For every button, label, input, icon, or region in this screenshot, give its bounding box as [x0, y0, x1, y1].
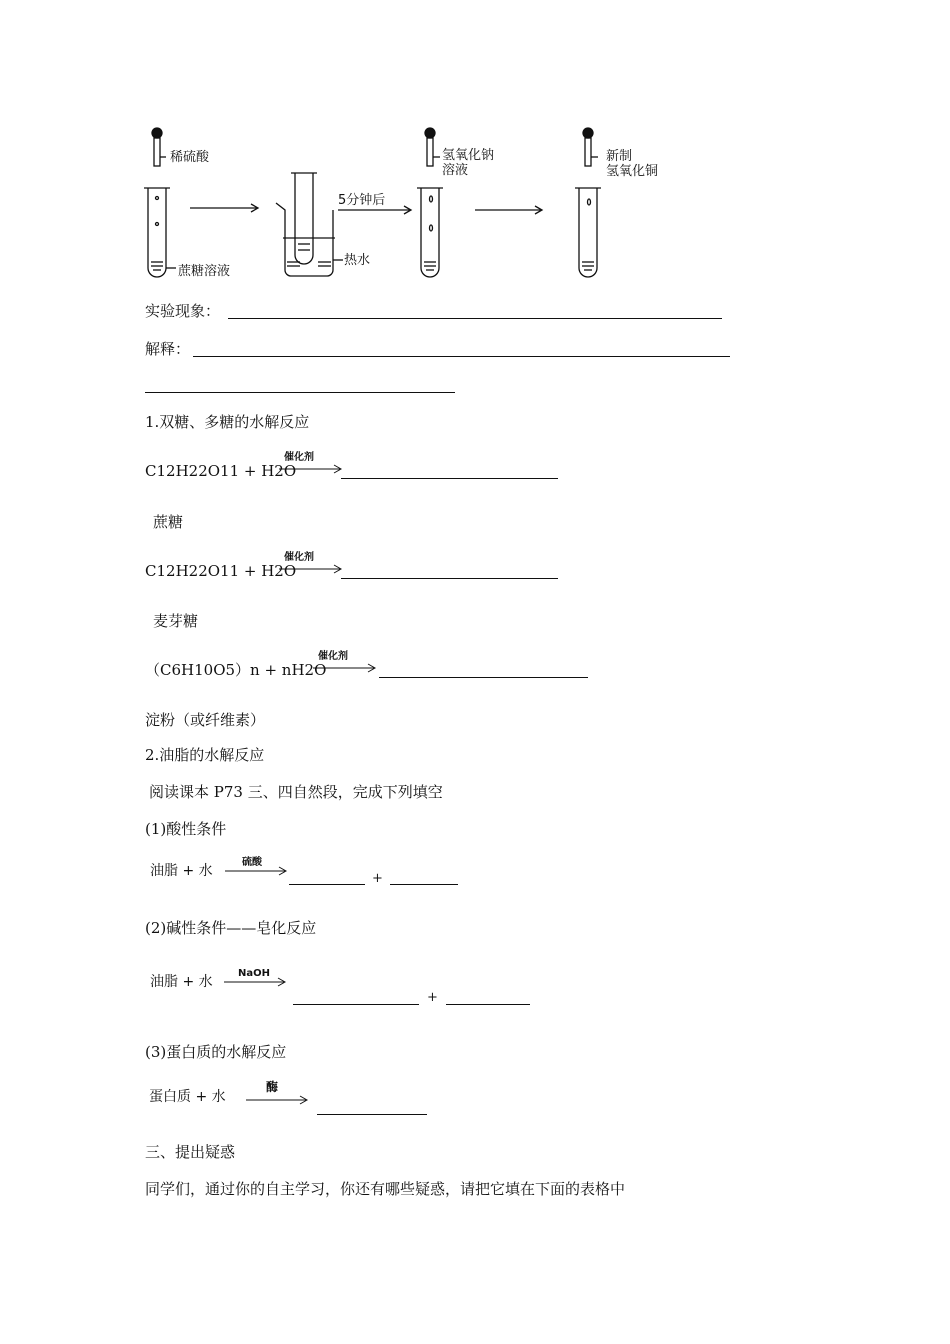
fat-water-label: 油脂 + 水	[150, 863, 213, 879]
acid-condition-heading: (1)酸性条件	[145, 820, 227, 838]
naoh-label: NaOH	[238, 968, 270, 979]
base-condition-heading: (2)碱性条件——皂化反应	[145, 919, 317, 937]
catalyst-label: 催化剂	[318, 651, 348, 662]
reaction-arrow-icon	[279, 464, 349, 474]
label-cuoh-1: 新制	[606, 149, 633, 164]
equation-left: C12H22O11 + H2O	[145, 462, 297, 480]
dropper-icon	[583, 128, 598, 166]
dropper-icon	[425, 128, 440, 166]
reaction-arrow-icon	[224, 977, 294, 987]
plus-sign: +	[372, 871, 383, 886]
label-naoh-2: 溶液	[442, 163, 469, 178]
sulfuric-acid-label: 硫酸	[242, 857, 262, 868]
answer-blank	[193, 356, 730, 357]
answer-blank	[317, 1114, 427, 1115]
starch-label: 淀粉（或纤维素）	[145, 711, 266, 729]
phenomenon-label: 实验现象：	[145, 302, 221, 320]
label-naoh-1: 氢氧化钠	[442, 148, 495, 163]
answer-blank	[145, 392, 455, 393]
answer-blank	[390, 884, 458, 885]
reading-instruction: 阅读课本 P73 三、四自然段，完成下列填空	[149, 783, 443, 801]
answer-blank	[341, 578, 558, 579]
answer-blank	[289, 884, 365, 885]
reaction-arrow-icon	[225, 866, 295, 876]
label-hot-water: 热水	[344, 253, 371, 268]
beaker-icon	[276, 173, 343, 276]
equation-left: C12H22O11 + H2O	[145, 562, 297, 580]
test-tube-icon	[575, 188, 601, 277]
catalyst-label: 催化剂	[284, 452, 314, 463]
label-dilute-acid: 稀硫酸	[170, 150, 210, 165]
protein-heading: (3)蛋白质的水解反应	[145, 1043, 287, 1061]
instruction-text: 同学们，通过你的自主学习，你还有哪些疑惑，请把它填在下面的表格中	[145, 1180, 626, 1198]
answer-blank	[293, 1004, 419, 1005]
sucrose-label: 蔗糖	[153, 513, 184, 531]
label-sucrose-solution: 蔗糖溶液	[178, 264, 231, 279]
section-heading: 三、提出疑惑	[145, 1143, 236, 1161]
fat-water-label: 油脂 + 水	[150, 974, 213, 990]
plus-sign: +	[427, 990, 438, 1005]
heading-fat: 2.油脂的水解反应	[145, 746, 265, 764]
dropper-icon	[152, 128, 166, 166]
heading-disaccharide: 1.双糖、多糖的水解反应	[145, 413, 310, 431]
equation-left: （C6H10O5）n + nH2O	[145, 661, 327, 679]
answer-blank	[446, 1004, 530, 1005]
protein-water-label: 蛋白质 + 水	[149, 1089, 226, 1105]
answer-blank	[228, 318, 722, 319]
label-after-5min: 5分钟后	[338, 193, 386, 208]
explanation-label: 解释：	[145, 340, 191, 358]
test-tube-icon	[417, 188, 443, 277]
answer-blank	[379, 677, 588, 678]
reaction-arrow-icon	[313, 663, 383, 673]
test-tube-icon	[144, 188, 176, 277]
enzyme-label: 酶	[266, 1080, 279, 1094]
maltose-label: 麦芽糖	[153, 612, 199, 630]
answer-blank	[341, 478, 558, 479]
catalyst-label: 催化剂	[284, 552, 314, 563]
reaction-arrow-icon	[246, 1095, 316, 1105]
label-cuoh-2: 氢氧化铜	[606, 164, 659, 179]
reaction-arrow-icon	[279, 564, 349, 574]
